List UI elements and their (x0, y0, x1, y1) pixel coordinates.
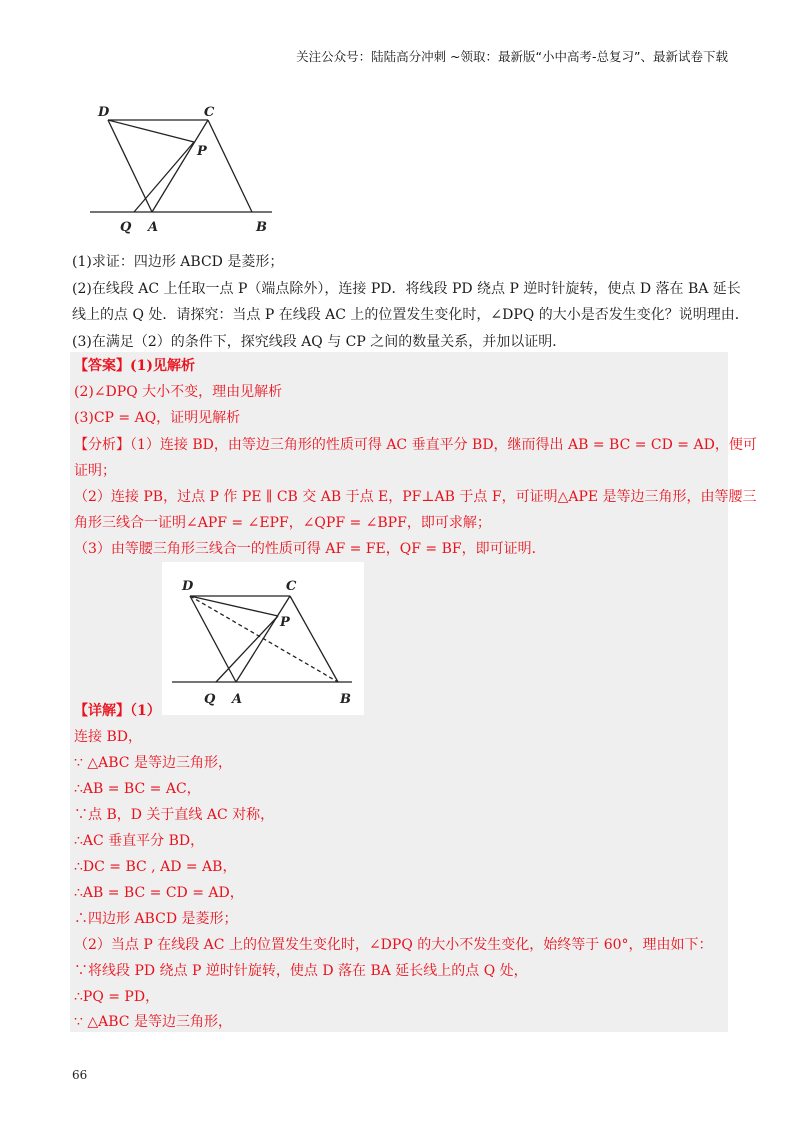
detail-line: ∵将线段 PD 绕点 P 逆时针旋转，使点 D 落在 BA 延长线上的点 Q 处， (74, 963, 528, 979)
analysis-3: （3）由等腰三角形三线合一的性质可得 AF = FE，QF = BF，即可证明． (74, 541, 546, 557)
detail-line: （2）当点 P 在线段 AC 上的位置发生变化时，∠DPQ 的大小不发生变化，始终等于 60°，理由如下： (74, 937, 713, 953)
answer-3: (3)CP = AQ，证明见解析 (74, 410, 241, 426)
answer-section (70, 352, 757, 1032)
label2-B: B (340, 692, 351, 707)
solution-figure (162, 562, 364, 715)
detail-line: ∴PQ = PD， (74, 989, 160, 1005)
label2-D: D (182, 579, 194, 594)
question-part1: (1)求证：四边形 ABCD 是菱形； (72, 254, 284, 270)
label-D: D (98, 105, 110, 120)
label-A: A (148, 220, 159, 235)
question-part3: (3)在满足（2）的条件下，探究线段 AQ 与 CP 之间的数量关系，并加以证明． (72, 334, 567, 350)
label2-P: P (280, 615, 290, 630)
detail-title: 【详解】（1） (74, 703, 161, 719)
detail-line: 连接 BD， (74, 729, 142, 745)
detail-line: ∴AB = BC = CD = AD， (74, 885, 244, 901)
analysis-1: 【分析】（1）连接 BD，由等边三角形的性质可得 AC 垂直平分 BD，继而得出 AB = BC = CD = AD，便可 (74, 437, 757, 453)
label-Q: Q (120, 220, 132, 235)
analysis-1-cont: 证明； (74, 463, 116, 479)
detail-line: ∵ △ABC 是等边三角形， (74, 755, 232, 771)
geometry-figure (86, 98, 286, 238)
detail-line: ∴DC = BC , AD = AB， (74, 859, 237, 875)
label2-A: A (232, 692, 243, 707)
answer-title: 【答案】(1)见解析 (74, 358, 195, 374)
label2-C: C (286, 579, 297, 594)
detail-line: ∴AB = BC = AC， (74, 781, 201, 797)
analysis-2-cont: 角形三线合一证明∠APF = ∠EPF，∠QPF = ∠BPF，即可求解； (74, 515, 491, 531)
label2-Q: Q (204, 692, 216, 707)
question-part2: (2)在线段 AC 上任取一点 P（端点除外），连接 PD．将线段 PD 绕点 P 逆时针旋转，使点 D 落在 BA 延长 (72, 281, 741, 297)
analysis-2: （2）连接 PB，过点 P 作 PE ∥ CB 交 AB 于点 E，PF⊥AB 于点 F，可证明△APE 是等边三角形，由等腰三 (74, 489, 757, 505)
detail-line: ∴AC 垂直平分 BD， (74, 833, 205, 849)
page-header: 关注公众号：陆陆高分冲刺 ~领取：最新版“小中高考-总复习”、最新试卷下载 (296, 49, 728, 64)
detail-line: ∵ △ABC 是等边三角形， (74, 1014, 232, 1030)
answer-2: (2)∠DPQ 大小不变，理由见解析 (74, 384, 283, 400)
page-number: 66 (72, 1068, 88, 1082)
label-B: B (256, 220, 267, 235)
detail-line: ∵点 B，D 关于直线 AC 对称， (74, 807, 275, 823)
label-P: P (197, 144, 207, 159)
label-C: C (204, 105, 215, 120)
detail-line: ∴四边形 ABCD 是菱形； (74, 911, 238, 927)
question-part2-cont: 线上的点 Q 处．请探究：当点 P 在线段 AC 上的位置发生变化时，∠DPQ 的大小是否发生变化？说明理由． (72, 307, 749, 323)
